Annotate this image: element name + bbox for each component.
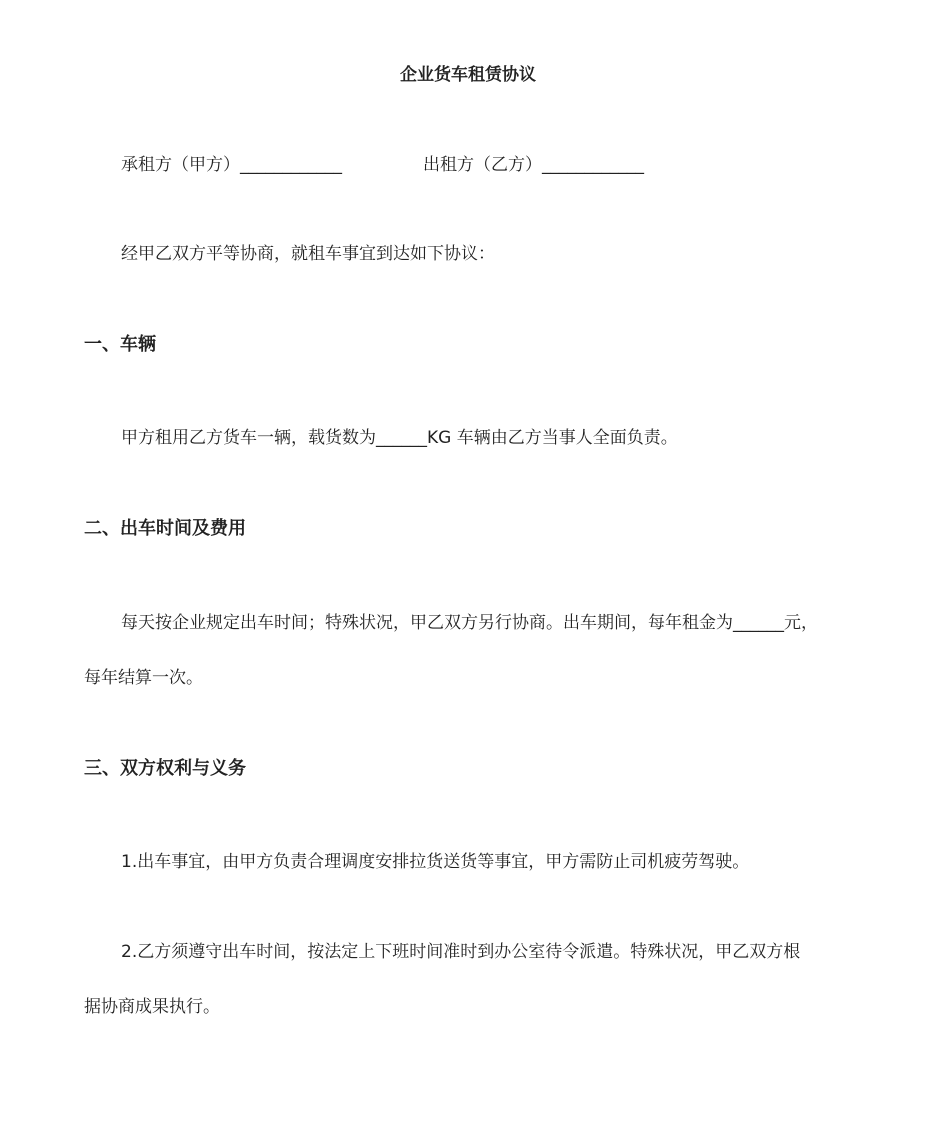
lessor-field: 出租方（乙方）____________ — [423, 155, 644, 175]
obligation-item-2-line-1: 2.乙方须遵守出车时间，按法定上下班时间准时到办公室待令派遣。特殊状况，甲乙双方根 — [121, 942, 801, 962]
parties-line — [0, 153, 950, 177]
intro-paragraph: 经甲乙双方平等协商，就租车事宜到达如下协议： — [121, 244, 495, 264]
lessee-field: 承租方（甲方）____________ — [121, 155, 342, 175]
time-fees-paragraph-line-2: 每年结算一次。 — [84, 668, 203, 688]
vehicle-paragraph: 甲方租用乙方货车一辆，载货数为______KG 车辆由乙方当事人全面负责。 — [121, 428, 678, 448]
document-title: 企业货车租赁协议 — [400, 65, 536, 85]
section-heading-time-fees: 二、出车时间及费用 — [84, 518, 246, 539]
obligation-item-2-line-2: 据协商成果执行。 — [84, 997, 220, 1017]
section-heading-vehicle: 一、车辆 — [84, 334, 156, 355]
section-heading-rights-obligations: 三、双方权利与义务 — [84, 758, 246, 779]
obligation-item-1: 1.出车事宜，由甲方负责合理调度安排拉货送货等事宜，甲方需防止司机疲劳驾驶。 — [121, 852, 750, 872]
time-fees-paragraph-line-1: 每天按企业规定出车时间；特殊状况，甲乙双方另行协商。出车期间，每年租金为______元， — [121, 613, 818, 633]
